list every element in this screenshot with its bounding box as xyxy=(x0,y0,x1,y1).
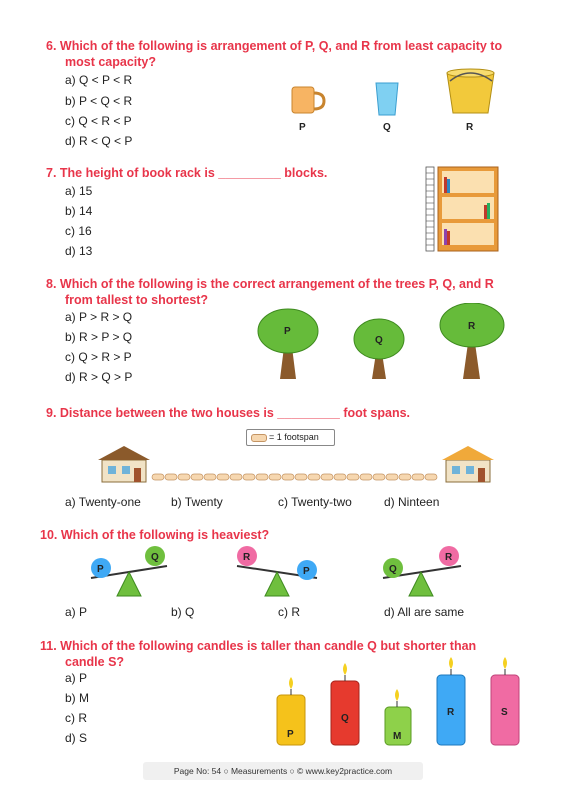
tree-icon xyxy=(258,309,318,379)
q8-option-c[interactable]: c) Q > R > P xyxy=(65,350,132,364)
q11-candles-figure xyxy=(265,655,525,750)
q8-label-p: P xyxy=(284,326,291,337)
q11-option-c[interactable]: c) R xyxy=(65,711,87,725)
q6-option-b[interactable]: b) P < Q < R xyxy=(65,94,133,108)
q10-label-r1: R xyxy=(243,552,251,563)
q8-label-r: R xyxy=(468,321,476,332)
candle-icon xyxy=(437,657,465,745)
q6-option-c[interactable]: c) Q < R < P xyxy=(65,114,132,128)
q9-option-a[interactable]: a) Twenty-one xyxy=(65,495,141,509)
question-11-title-line-1: 11. Which of the following candles is taller than candle Q but shorter than xyxy=(40,639,477,653)
q10-label-p2: P xyxy=(303,566,310,577)
q11-label-q: Q xyxy=(341,713,349,724)
q11-label-m: M xyxy=(393,731,402,742)
question-7-title: 7. The height of book rack is _________ blocks. xyxy=(46,166,328,180)
q9-houses-figure xyxy=(98,444,498,484)
q7-option-b[interactable]: b) 14 xyxy=(65,204,93,218)
q7-option-d[interactable]: d) 13 xyxy=(65,244,93,258)
q6-label-q: Q xyxy=(383,122,391,133)
q8-option-b[interactable]: b) R > P > Q xyxy=(65,330,133,344)
q6-label-p: P xyxy=(299,122,306,133)
question-8-title-line-1: 8. Which of the following is the correct arrangement of the trees P, Q, and R xyxy=(46,277,494,291)
question-9-title: 9. Distance between the two houses is _________ foot spans. xyxy=(46,406,411,420)
q9-option-d[interactable]: d) Ninteen xyxy=(384,495,440,509)
footprints-row xyxy=(152,474,437,480)
q8-label-q: Q xyxy=(375,335,383,346)
block-column xyxy=(426,167,434,251)
question-6-title-line-2: most capacity? xyxy=(65,55,157,69)
candle-icon xyxy=(491,657,519,745)
question-8-title-line-2: from tallest to shortest? xyxy=(65,293,209,307)
q8-option-d[interactable]: d) R > Q > P xyxy=(65,370,133,384)
book-rack-figure xyxy=(422,165,502,255)
footspan-legend-text: = 1 footspan xyxy=(269,432,319,442)
q10-option-d[interactable]: d) All are same xyxy=(384,605,465,619)
q11-label-p: P xyxy=(287,729,294,740)
q6-label-r: R xyxy=(466,122,474,133)
q10-option-c[interactable]: c) R xyxy=(278,605,300,619)
mug-icon xyxy=(292,87,324,113)
question-11-title-line-2: candle S? xyxy=(65,655,125,669)
q10-option-b[interactable]: b) Q xyxy=(171,605,195,619)
q11-label-s: S xyxy=(501,707,508,718)
q9-option-c[interactable]: c) Twenty-two xyxy=(278,495,352,509)
question-10-title: 10. Which of the following is heaviest? xyxy=(40,528,270,542)
tree-icon xyxy=(354,319,404,379)
q8-trees-figure xyxy=(250,303,510,383)
q7-option-c[interactable]: c) 16 xyxy=(65,224,92,238)
q7-option-a[interactable]: a) 15 xyxy=(65,184,93,198)
q11-label-r: R xyxy=(447,707,455,718)
q11-option-d[interactable]: d) S xyxy=(65,731,88,745)
q10-label-r2: R xyxy=(445,552,453,563)
house-icon xyxy=(98,446,150,482)
q10-label-q2: Q xyxy=(389,564,397,575)
bookshelf-icon xyxy=(438,167,498,251)
q10-label-q1: Q xyxy=(151,552,159,563)
page-footer: Page No: 54 ○ Measurements ○ © www.key2practice.com xyxy=(143,762,423,780)
q6-option-d[interactable]: d) R < Q < P xyxy=(65,134,133,148)
q9-option-b[interactable]: b) Twenty xyxy=(171,495,223,509)
question-6-title-line-1: 6. Which of the following is arrangement of P, Q, and R from least capacity to xyxy=(46,39,503,53)
q6-option-a[interactable]: a) Q < P < R xyxy=(65,73,133,87)
q8-option-a[interactable]: a) P > R > Q xyxy=(65,310,133,324)
tree-icon xyxy=(440,303,504,379)
q11-option-a[interactable]: a) P xyxy=(65,671,88,685)
house-icon xyxy=(442,446,494,482)
q6-containers-figure xyxy=(280,65,510,140)
candle-icon xyxy=(331,663,359,745)
bucket-icon xyxy=(447,69,494,113)
glass-icon xyxy=(376,83,398,115)
q11-option-b[interactable]: b) M xyxy=(65,691,89,705)
footprint-icon xyxy=(251,434,267,442)
q10-label-p1: P xyxy=(97,564,104,575)
q10-balance-figure xyxy=(85,544,485,604)
q10-option-a[interactable]: a) P xyxy=(65,605,88,619)
